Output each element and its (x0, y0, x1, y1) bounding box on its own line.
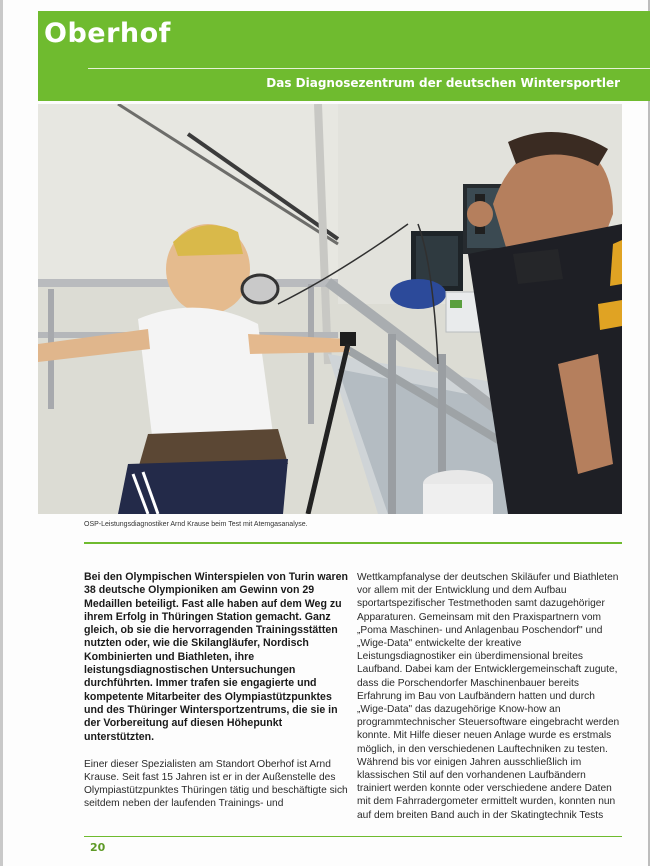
caption-divider (84, 542, 622, 544)
page-subtitle: Das Diagnosezentrum der deutschen Wintersportler (266, 76, 620, 90)
page-number: 20 (90, 841, 106, 854)
article-column-left (84, 571, 348, 811)
photo-caption: OSP-Leistungsdiagnostiker Arnd Krause beim Test mit Atemgasanalyse. (84, 521, 308, 528)
footer-divider (84, 836, 622, 837)
page-title: Oberhof (44, 18, 171, 49)
treadmill-test-illustration (38, 104, 622, 514)
article-body-right: Wettkampfanalyse der deutschen Skiläufer und Biathleten vor allem mit der Entwicklung und dem Aufbau sportartspezifischer Testmethoden samt dazugehöriger Apparaturen. Gemeinsam mit den Praxispartnern vom „Poma Maschinen- und Anlagenbau Poschendorf" und „Wige-Data" entwickelte der kreative Leistungsdiagnostiker ein überdimensional breites Laufband. Dabei kam der Entwicklergemeinschaft zugute, dass die Porschendorfer Maschinenbauer bereits Erfahrung im Bau von Laufbändern hatten und durch „Wige-Data" das dazugehörige Know-how an programmtechnischer Steuersoftware eingebracht werden konnte. Mit Hilfe dieser neuen Anlage wurde es erstmals möglich, in den verschiedenen Lauftechniken zu testen. Während bis vor einigen Jahren ausschließlich im klassischen Stil auf den vorhandenen Laufbändern trainiert werden konnte oder verschiedene andere Daten mit dem Fahrradergometer ermittelt wurden, konnten nun auf dem breiten Band auch in der Skatingtechnik Tests (357, 572, 620, 821)
article-photo (38, 104, 622, 514)
page-edge-left (0, 0, 3, 866)
article-body-left: Einer dieser Spezialisten am Standort Oberhof ist Arnd Krause. Seit fast 15 Jahren ist er in der Außenstelle des Olympiastützpunktes Thüringen tätig und beschäftigte sich seitdem neben der laufenden Trainings- und (84, 758, 348, 810)
article-column-right (357, 571, 622, 822)
article-lead: Bei den Olympischen Winterspielen von Turin waren 38 deutsche Olympioniken am Gewinn von 29 Medaillen beteiligt. Fast alle haben auf dem Weg zu ihrem Erfolg in Thüringen Station gemacht. Ganz gleich, ob sie die hervorragenden Trainingsstätten nutzten oder, wie die Skilangläufer, Nordisch Kombinierten und Biathleten, ihre leistungsdiagnostischen Untersuchungen durchführten. Immer trafen sie engagierte und kompetente Mitarbeiter des Olympiastützpunktes und des Thüringer Wintersportzentrums, die sie in der Vorbereitung auf diesen Höhepunkt unterstützten. (84, 571, 349, 743)
header-divider (88, 68, 650, 69)
